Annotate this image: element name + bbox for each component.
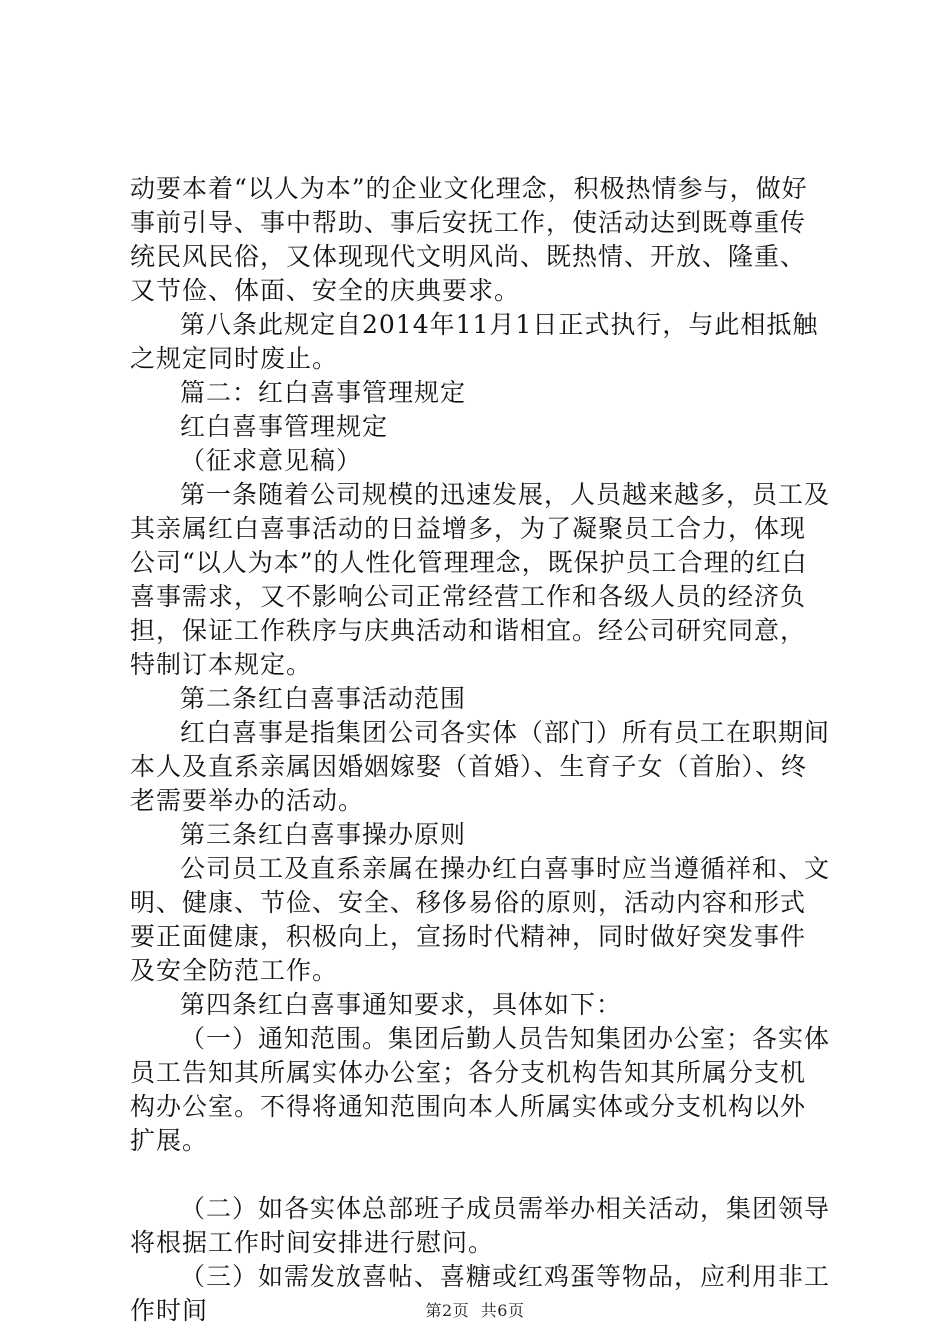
section-heading: 篇二：红白喜事管理规定 — [180, 378, 467, 407]
paragraph: 第八条此规定自2014年11月1日正式执行，与此相抵触之规定同时废止。 — [130, 310, 819, 373]
paragraph: （一）通知范围。集团后勤人员告知集团办公室；各实体员工告知其所属实体办公室；各分支机构告知其所属分支机构办公室。不得将通知范围向本人所属实体或分支机构以外扩展。 — [130, 1024, 831, 1155]
article-heading: 第三条红白喜事操办原则 — [180, 820, 467, 849]
page-number: 第2页 — [425, 1301, 470, 1320]
paragraph: （三）如需发放喜帖、喜糖或红鸡蛋等物品，应利用非工作时间 — [130, 1262, 831, 1325]
blank-line — [130, 1158, 830, 1192]
paragraph: 动要本着“以人为本”的企业文化理念，积极热情参与，做好事前引导、事中帮助、事后安抚工作，使活动达到既尊重传统民风民俗，又体现现代文明风尚、既热情、开放、隆重、又节俭、体面、安全的庆典要求。 — [130, 174, 808, 305]
paragraph: 公司员工及直系亲属在操办红白喜事时应当遵循祥和、文明、健康、节俭、安全、移侈易俗的原则，活动内容和形式要正面健康，积极向上，宣扬时代精神，同时做好突发事件及安全防范工作。 — [130, 854, 831, 985]
paragraph: 红白喜事是指集团公司各实体（部门）所有员工在职期间本人及直系亲属因婚姻嫁娶（首婚）、生育子女（首胎）、终老需要举办的活动。 — [130, 718, 831, 815]
article-heading: 第二条红白喜事活动范围 — [180, 684, 467, 713]
paragraph: （二）如各实体总部班子成员需举办相关活动，集团领导将根据工作时间安排进行慰问。 — [130, 1194, 831, 1257]
article-heading: 第四条红白喜事通知要求，具体如下： — [180, 990, 623, 1019]
paragraph: 第一条随着公司规模的迅速发展，人员越来越多，员工及其亲属红白喜事活动的日益增多，为了凝聚员工合力，体现公司“以人为本”的人性化管理理念，既保护员工合理的红白喜事需求，又不影响公司正常经营工作和各级人员的经济负担，保证工作秩序与庆典活动和谐相宜。经公司研究同意，特制订本规定。 — [130, 480, 831, 679]
document-title: 红白喜事管理规定 — [180, 412, 389, 441]
document-body — [130, 172, 830, 1328]
document-subtitle: （征求意见稿） — [180, 446, 363, 475]
page-total: 共6页 — [480, 1301, 525, 1320]
page-footer — [0, 1298, 950, 1321]
